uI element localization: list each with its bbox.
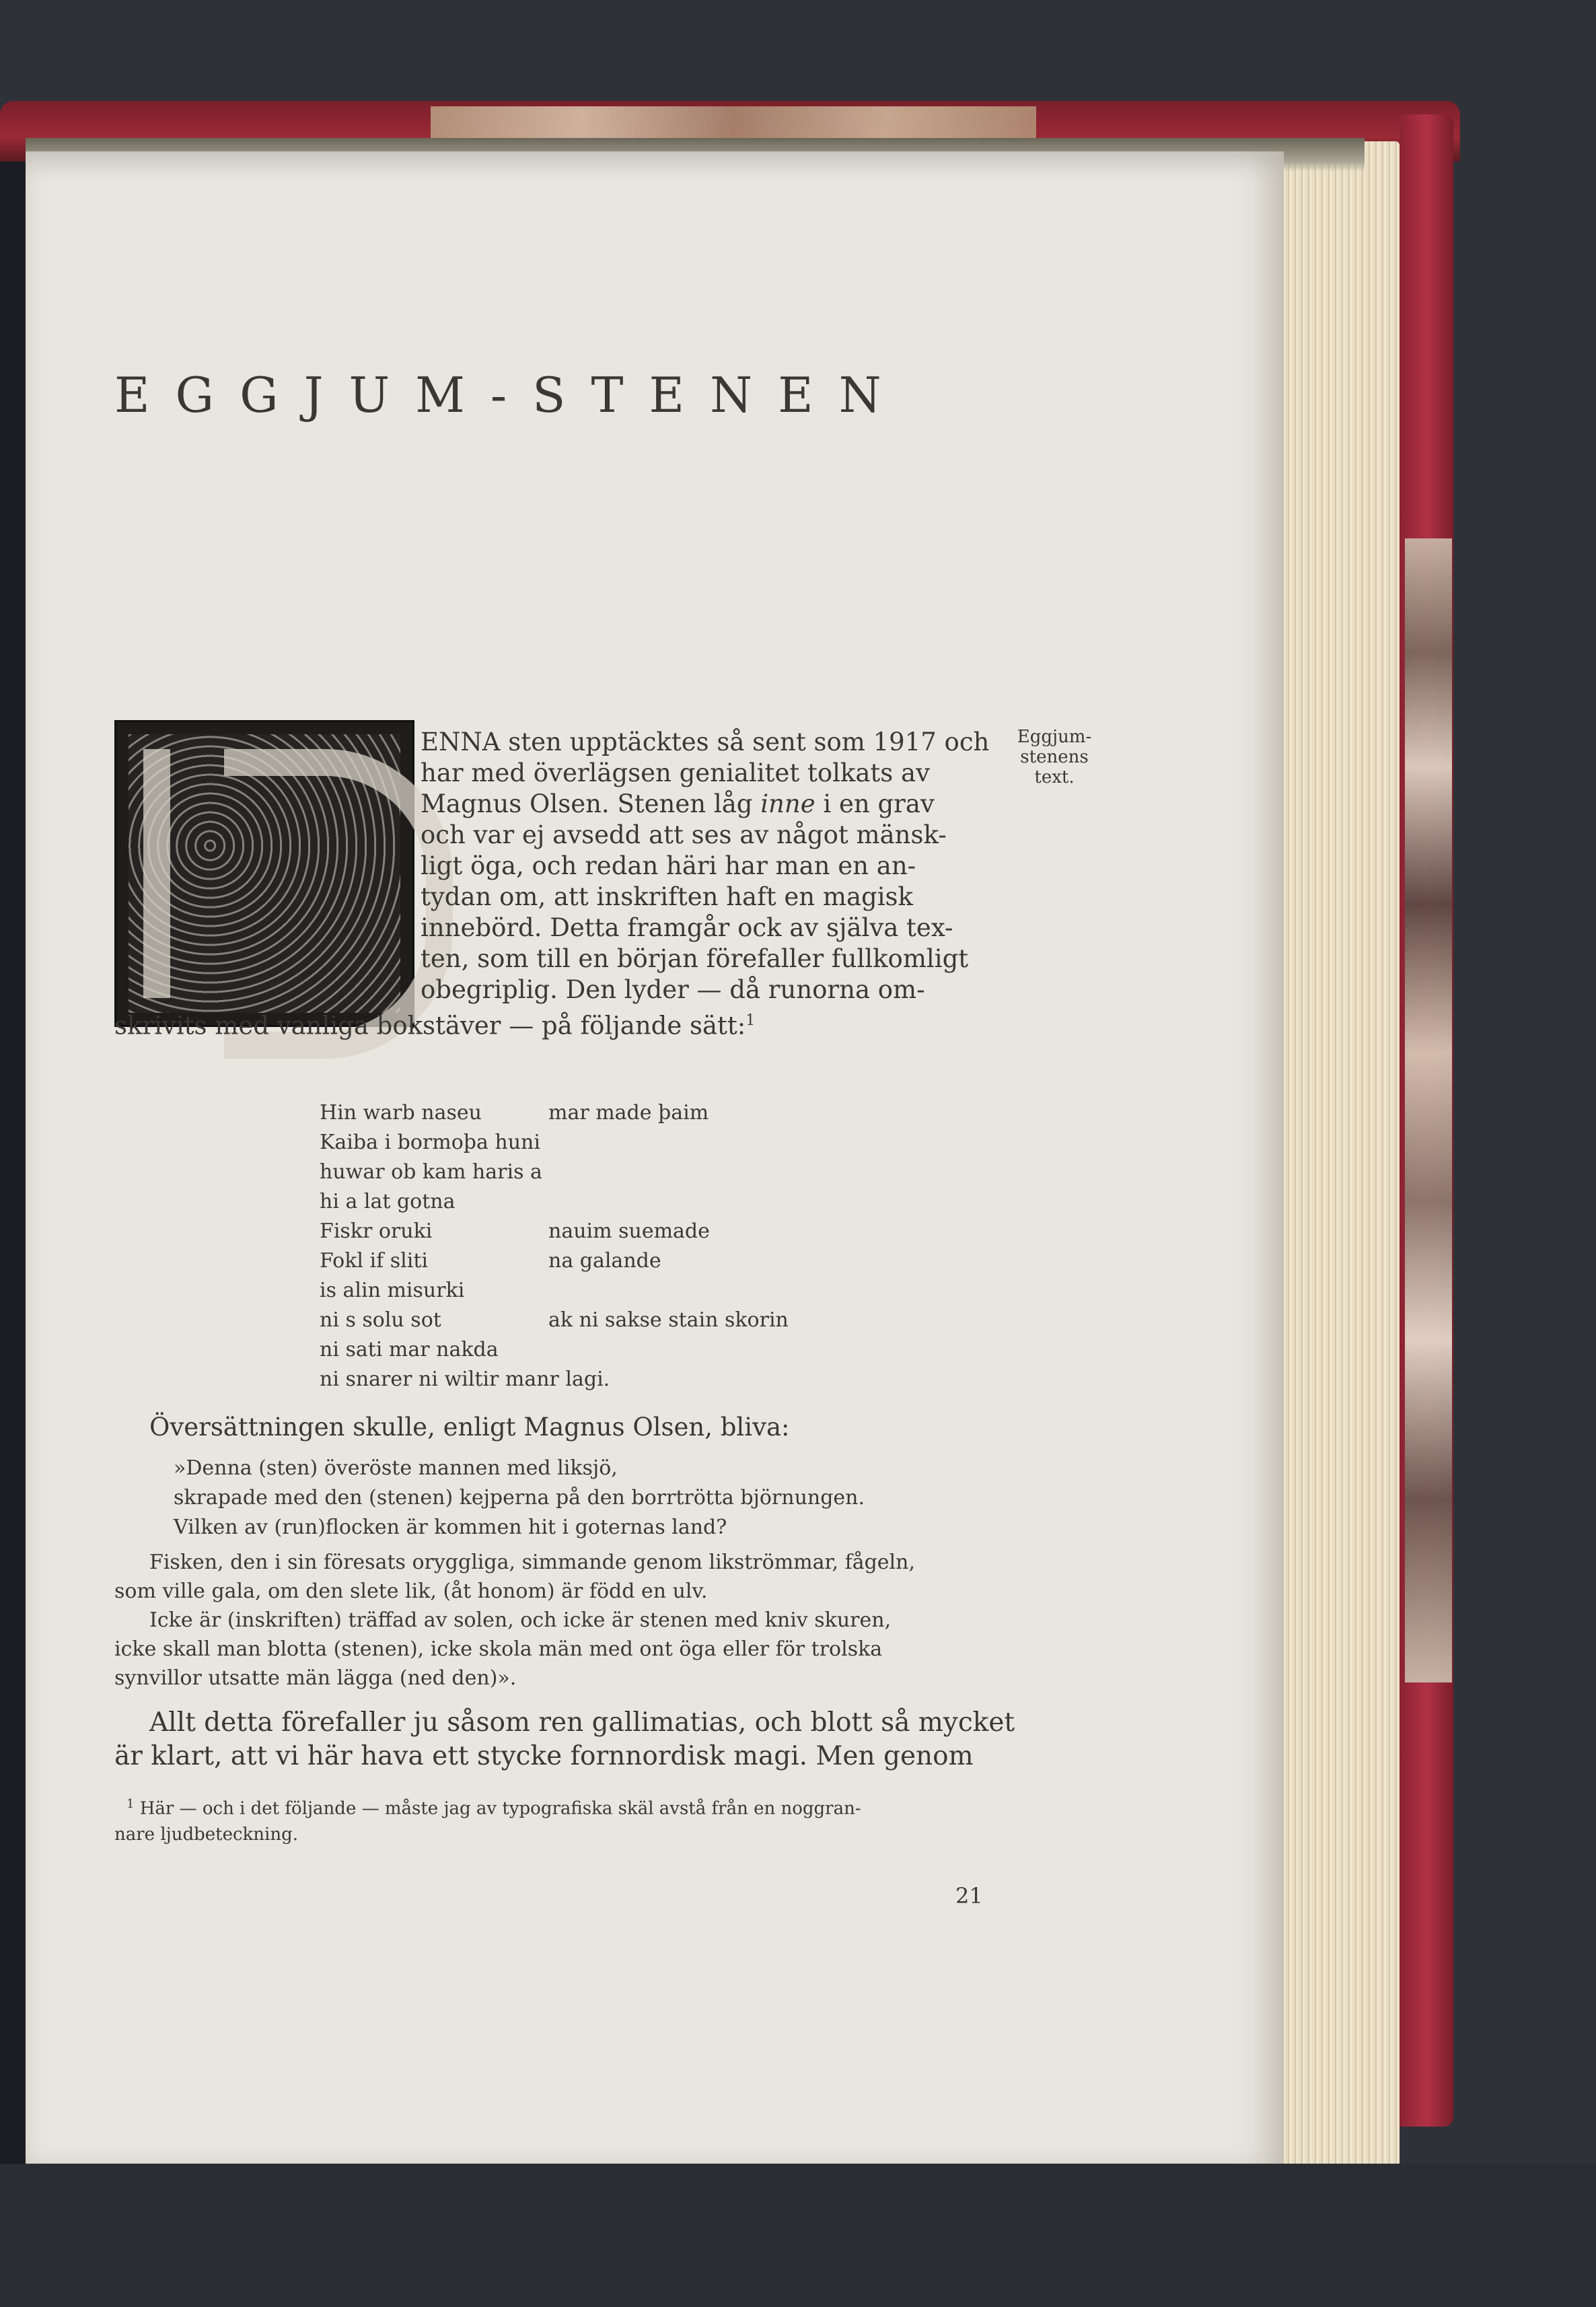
closing-paragraph: Allt detta förefaller ju såsom ren gallimatias, och blott så mycket är klart, att vi här hava ett stycke fornnordisk magi. Men genom (114, 1707, 1015, 1771)
translation-prose: Fisken, den i sin föresats oryggliga, simmande genom likströmmar, fågeln, som ville gala, om den slete lik, (åt honom) är född en ulv. Icke är (inskriften) träffad av solen, och icke är stenen med kniv skuren, icke skall man blotta (stenen), icke skola män med ont öga eller för trolska synvillor utsatte män lägga (ned den)». (114, 1551, 915, 1690)
page-number: 21 (955, 1883, 983, 1909)
background-surface (0, 2164, 1596, 2307)
runic-transliteration: Hin warb naseu mar made þaim Kaiba i bormoþa huni huwar ob kam haris a hi a lat gotna Fiskr oruki nauim suemade Fokl if sliti na galande is alin misurki ni s solu sot ak ni sakse stain skorin ni sati mar nakda ni snarer ni wiltir manr lagi. (320, 1101, 789, 1391)
book-page (26, 151, 1284, 2169)
translation-heading: Översättningen skulle, enligt Magnus Olsen, bliva: (149, 1413, 790, 1442)
left-edge (0, 162, 27, 2180)
footnote: $^1$ Här — och i det följande — måste jag av typografiska skäl avstå från en noggran- nare ljudbeteckning. (114, 1797, 861, 1845)
marbled-board (1405, 538, 1452, 1682)
margin-note: Eggjum- stenens text. (1017, 727, 1092, 787)
intro-paragraph: ENNA sten upptäcktes så sent som 1917 och har med överlägsen genialitet tolkats av Magnus Olsen. Stenen låg inne i en grav och var ej avsedd att ses av något mänsk- ligt öga, och redan häri har man en an- tydan om, att inskriften haft en magisk innebörd. Detta framgår ock av själva tex- ten, som till en början förefaller fullkomligt obegriplig. Den lyder — då runorna om- skrivits med vanliga bokstäver — på följande sätt:$^1$ (114, 727, 990, 1040)
page-edges (1272, 141, 1400, 2167)
page-title: EGGJUM-STENEN (114, 367, 907, 423)
translation-verse: »Denna (sten) överöste mannen med liksjö, skrapade med den (stenen) kejperna på den borrtrötta björnungen. Vilken av (run)flocken är kommen hit i goternas land? (174, 1456, 865, 1539)
